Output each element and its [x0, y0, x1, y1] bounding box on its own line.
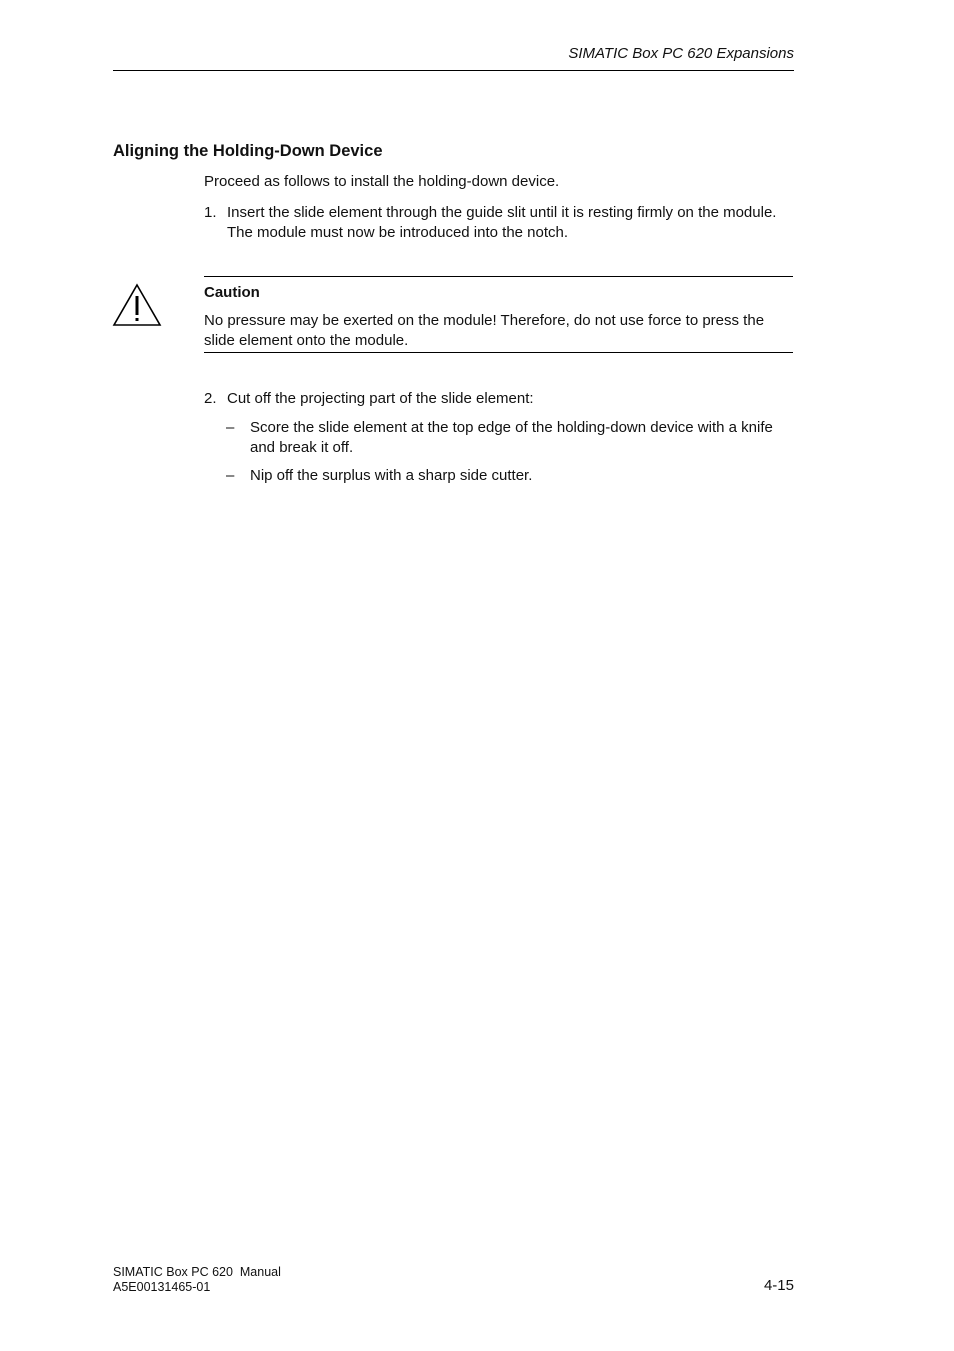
step-text: Insert the slide element through the guide slit until it is resting firmly on the module. The module must now be introduced into the notch.: [227, 204, 777, 241]
page-number: 4-15: [763, 1277, 794, 1294]
warning-triangle-icon: [112, 283, 162, 327]
footer-order-number: A5E00131465-01: [113, 1279, 211, 1294]
caution-text: No pressure may be exerted on the module! Therefore, do not use force to press the slide element onto the module.: [204, 312, 765, 349]
step-2: [204, 389, 794, 409]
sub-step-text: Score the slide element at the top edge of the holding-down device with a knife and break it off.: [250, 419, 773, 456]
intro-paragraph: Proceed as follows to install the holding-down device.: [204, 173, 560, 190]
caution-title: Caution: [204, 284, 260, 301]
dash-marker: –: [226, 419, 235, 436]
sub-step-2: [226, 466, 794, 486]
sub-step-1: [226, 418, 794, 457]
footer-manual-info: [113, 1265, 281, 1294]
footer-manual-title: SIMATIC Box PC 620 Manual: [113, 1265, 281, 1279]
caution-box: [204, 276, 793, 353]
header-rule: [113, 70, 794, 71]
step-number: 1.: [204, 204, 217, 221]
step-text: Cut off the projecting part of the slide element:: [227, 390, 534, 407]
dash-marker: –: [226, 467, 235, 484]
sub-step-text: Nip off the surplus with a sharp side cutter.: [250, 467, 533, 484]
step-number: 2.: [204, 390, 217, 407]
running-header: SIMATIC Box PC 620 Expansions: [568, 45, 794, 62]
section-heading: Aligning the Holding-Down Device: [113, 142, 383, 160]
step-1: [204, 203, 794, 242]
